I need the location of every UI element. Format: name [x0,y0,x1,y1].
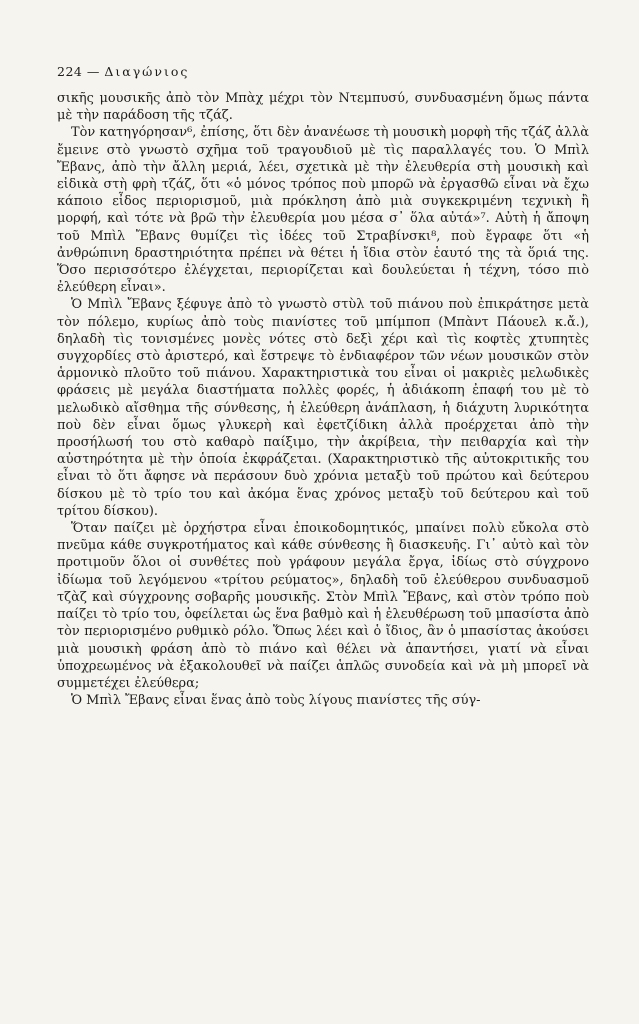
paragraph: Ὁ Μπὶλ Ἔβανς ξέφυγε ἀπὸ τὸ γνωστὸ στὺλ τοῦ πιάνου ποὺ ἐπικράτησε μετὰ τὸν πόλεμο, κυρίως ἀπὸ τοὺς πιανίστες τοῦ μπίμποπ (Μπὰντ Πάουελ κ.ἄ.), δηλαδὴ τὶς τονισμένες μονὲς νότες στὸ δεξὶ χέρι καὶ τὶς κοφτὲς χτυπητὲς συγχορδίες στὸ ἀριστερό, καὶ ἔστρεψε τὸ ἐνδιαφέρον τῶν νέων μουσικῶν στὸν ἁρμονικὸ πλοῦτο τοῦ πιάνου. Χαρακτηριστικὰ του εἶναι οἱ μακριὲς μελωδικὲς φράσεις μὲ μεγάλα διαστήματα πολλὲς φορές, ἡ ἀδιάκοπη ἐπαφή του μὲ τὸ μελωδικὸ αἴσθημα τῆς σύνθεσης, ἡ ἐλεύθερη ἀνάπλαση, ἡ διάχυτη λυρικότητα ποὺ δὲν εἶναι ὅμως γλυκερὴ καὶ ἐφετζίδικη ἀλλὰ προέρχεται ἀπὸ τὴν προσήλωσή του στὸ καθαρὸ παίξιμο, τὴν ἀκρίβεια, τὴν πειθαρχία καὶ τὴν αὐστηρότητα μὲ τὴν ὁποία ἐκφράζεται. (Χαρακτηριστικὸ τῆς αὐτοκριτικῆς του εἶναι τὸ ὅτι ἄφησε νὰ περάσουν δυὸ χρόνια μεταξὺ τοῦ πρώτου καὶ δεύτερου δίσκου μὲ τὸ τρίο του καὶ ἀκόμα ἕνας χρόνος μεταξὺ τοῦ δεύτερου καὶ τοῦ τρίτου δίσκου). [57,297,589,519]
running-title: Διαγώνιος [104,64,190,79]
paragraph: Ὅταν παίζει μὲ ὀρχήστρα εἶναι ἐποικοδομητικός, μπαίνει πολὺ εὔκολα στὸ πνεῦμα κάθε συγκροτήματος καὶ κάθε σύνθεσης ἢ διασκευῆς. Γι᾽ αὐτὸ καὶ τὸν προτιμοῦν ὅλοι οἱ συνθέτες ποὺ γράφουν μεγάλα ἔργα, ἰδίως στὸ σύγχρονο ἰδίωμα τοῦ λεγόμενου «τρίτου ρεύματος», δηλαδὴ τοῦ ἐλεύθερου συνδυασμοῦ τζὰζ καὶ σύγχρονης σοβαρῆς μουσικῆς. Στὸν Μπὶλ Ἔβανς, καὶ στὸν τρόπο ποὺ παίζει τὸ τρίο του, ὀφείλεται ὡς ἕνα βαθμὸ καὶ ἡ ἐλευθέρωση τοῦ μπασίστα ἀπὸ τὸν περιορισμένο ρυθμικὸ ρόλο. Ὅπως λέει καὶ ὁ ἴδιος, ἂν ὁ μπασίστας ἀκούσει μιὰ μουσικὴ φράση ἀπὸ τὸ πιάνο καὶ θέλει νὰ ἀπαντήσει, γιατί νὰ εἶναι ὑποχρεωμένος νὰ ἐξακολουθεῖ νὰ παίζει ἁπλῶς συνοδεία καὶ νὰ μὴ μπορεῖ νὰ συμμετέχει ἐλεύθερα; [57,521,589,691]
running-header [57,64,189,79]
body-text [57,90,589,709]
paragraph: σικῆς μουσικῆς ἀπὸ τὸν Μπὰχ μέχρι τὸν Ντεμπυσύ, συνδυασμένη ὅμως πάντα μὲ τὴν παράδοση τῆς τζάζ. [57,91,589,124]
paragraph: Ὁ Μπὶλ Ἔβανς εἶναι ἕνας ἀπὸ τοὺς λίγους πιανίστες τῆς σύγ- [71,693,481,709]
paragraph: Τὸν κατηγόρησαν⁶, ἐπίσης, ὅτι δὲν ἀνανέωσε τὴ μουσικὴ μορφὴ τῆς τζάζ ἀλλὰ ἔμεινε στὸ γνωστὸ σχῆμα τοῦ τραγουδιοῦ μὲ τὶς παραλλαγές του. Ὁ Μπὶλ Ἔβανς, ἀπὸ τὴν ἄλλη μεριά, λέει, σχετικὰ μὲ τὴν ἐλευθερία στὴ μουσικὴ καὶ εἰδικὰ στὴ φρὴ τζάζ, ὅτι «ὁ μόνος τρόπος ποὺ μπορῶ νὰ ἐργασθῶ εἶναι νὰ ἔχω κάποιο εἶδος περιορισμοῦ, μιὰ πρόκληση ἀπὸ μιὰ συγκεκριμένη τεχνικὴ ἢ μορφή, καὶ τότε νὰ βρῶ τὴν ἐλευθερία μου μέσα σ᾽ ὅλα αὐτά»⁷. Αὐτὴ ἡ ἄποψη τοῦ Μπὶλ Ἔβανς θυμίζει τὶς ἰδέες τοῦ Στραβίνσκι⁸, ποὺ ἔγραφε ὅτι «ἡ ἀνθρώπινη δραστηριότητα πρέπει νὰ θέτει ἡ ἴδια στὸν ἑαυτό της τὰ ὅριά της. Ὅσο περισσότερο ἐλέγχεται, περιορίζεται καὶ δουλεύεται ἡ τέχνη, τόσο πιὸ ἐλεύθερη εἶναι». [57,125,589,296]
header-dash: — [86,64,100,79]
page-number: 224 [57,64,83,79]
